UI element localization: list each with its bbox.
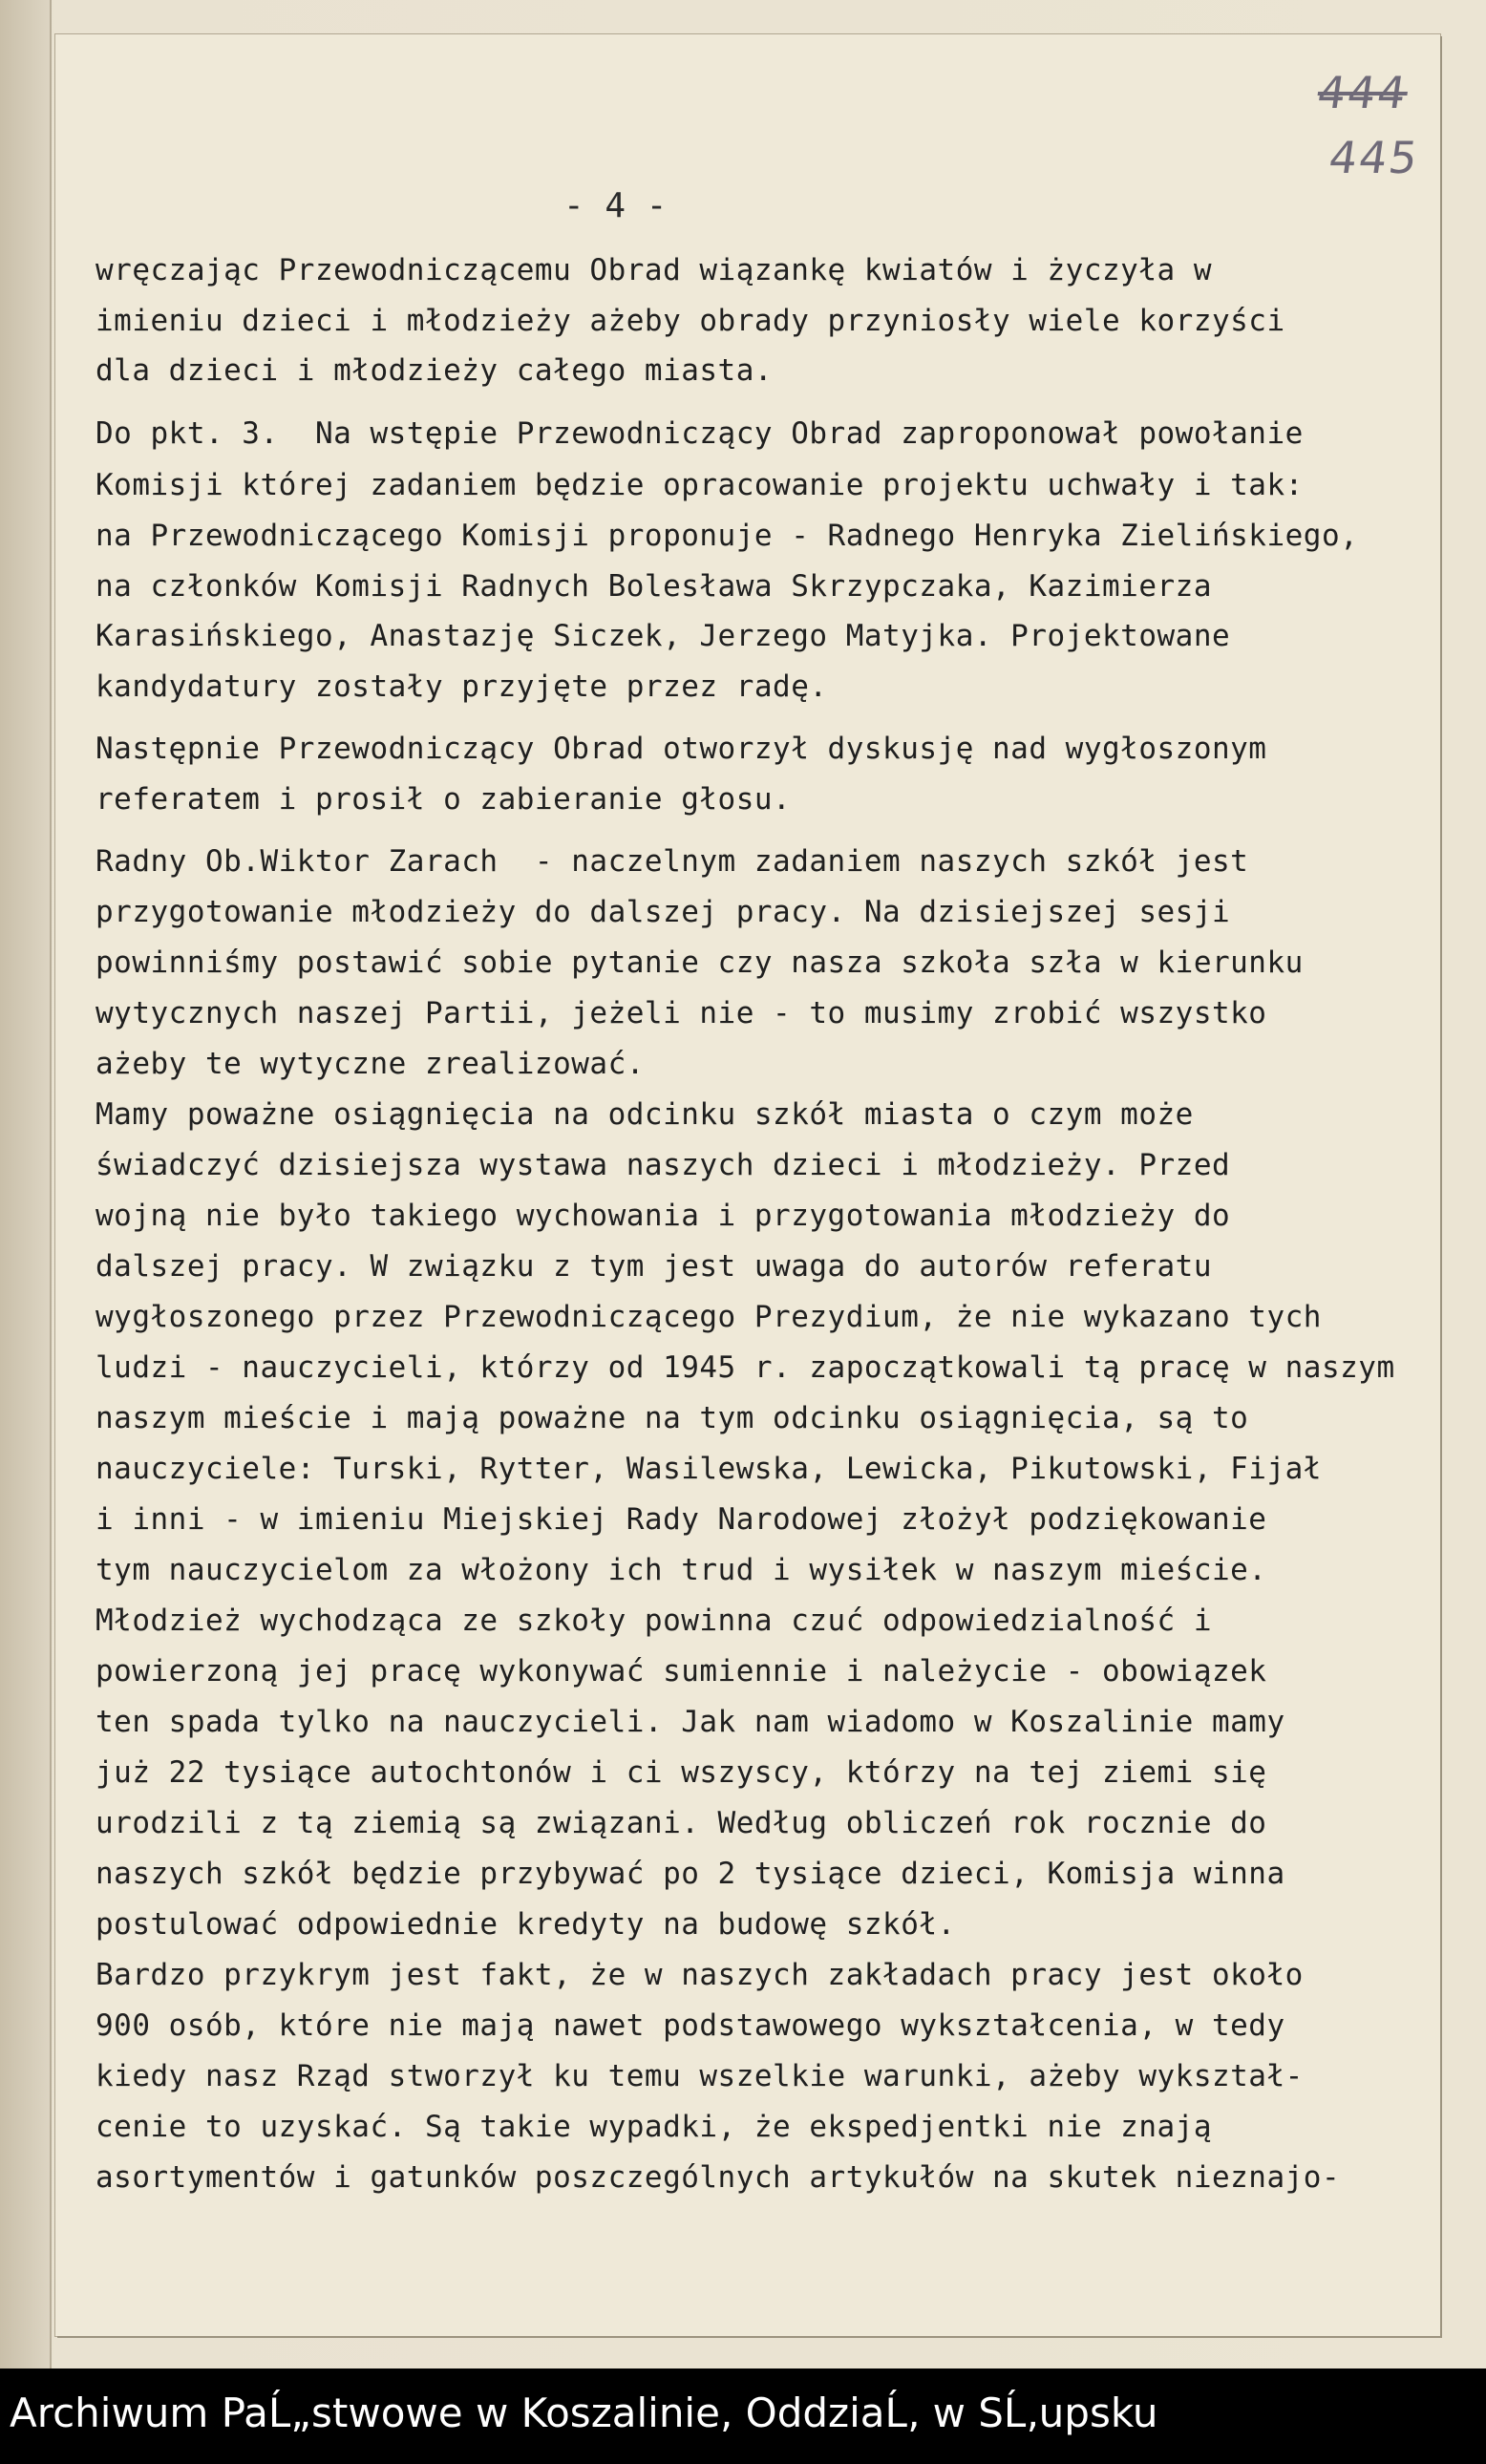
- text-line: ten spada tylko na nauczycieli. Jak nam wiadomo w Koszalinie mamy: [96, 1705, 1285, 1739]
- text-line: postulować odpowiednie kredyty na budowę szkół.: [96, 1907, 956, 1942]
- archive-footer-text: Archiwum PaĹ„stwowe w Koszalinie, OddziaĹ‚ w SĹ‚upsku: [10, 2390, 1158, 2436]
- text-line: imieniu dzieci i młodzieży ażeby obrady przyniosły wiele korzyści: [96, 304, 1285, 338]
- text-line: Bardzo przykrym jest fakt, że w naszych zakładach pracy jest około: [96, 1958, 1304, 1992]
- text-line: dalszej pracy. W związku z tym jest uwaga do autorów referatu: [96, 1249, 1212, 1284]
- text-line: urodzili z tą ziemią są związani. Według obliczeń rok rocznie do: [96, 1806, 1267, 1840]
- text-line: Młodzież wychodząca ze szkoły powinna czuć odpowiedzialność i: [96, 1604, 1212, 1638]
- text-line: asortymentów i gatunków poszczególnych artykułów na skutek nieznajo-: [96, 2160, 1341, 2195]
- text-line: kandydatury zostały przyjęte przez radę.: [96, 669, 828, 704]
- text-line: Następnie Przewodniczący Obrad otworzył dyskusję nad wygłoszonym: [96, 732, 1267, 766]
- text-line: wytycznych naszej Partii, jeżeli nie - to musimy zrobić wszystko: [96, 996, 1267, 1030]
- text-line: ażeby te wytyczne zrealizować.: [96, 1047, 645, 1081]
- text-line: powinniśmy postawić sobie pytanie czy nasza szkoła szła w kierunku: [96, 945, 1304, 980]
- text-line: i inni - w imieniu Miejskiej Rady Narodowej złożył podziękowanie: [96, 1502, 1267, 1537]
- text-line: naszych szkół będzie przybywać po 2 tysiące dzieci, Komisja winna: [96, 1857, 1285, 1891]
- folio-number: 445: [1326, 132, 1423, 183]
- text-line: na Przewodniczącego Komisji proponuje - Radnego Henryka Zielińskiego,: [96, 519, 1359, 553]
- text-line: tym nauczycielom za włożony ich trud i wysiłek w naszym mieście.: [96, 1553, 1267, 1587]
- text-line: wojną nie było takiego wychowania i przygotowania młodzieży do: [96, 1199, 1231, 1233]
- text-line: już 22 tysiące autochtonów i ci wszyscy, którzy na tej ziemi się: [96, 1755, 1267, 1790]
- text-line: Mamy poważne osiągnięcia na odcinku szkół miasta o czym może: [96, 1097, 1194, 1132]
- text-line: dla dzieci i młodzieży całego miasta.: [96, 353, 774, 388]
- text-line: Do pkt. 3. Na wstępie Przewodniczący Obrad zaproponował powołanie: [96, 416, 1304, 451]
- folio-number-crossed: 444: [1314, 67, 1412, 118]
- text-line: ludzi - nauczycieli, którzy od 1945 r. zapoczątkowali tą pracę w naszym: [96, 1350, 1395, 1385]
- text-line: Radny Ob.Wiktor Zarach - naczelnym zadaniem naszych szkół jest: [96, 844, 1249, 879]
- text-line: wręczając Przewodniczącemu Obrad wiązankę kwiatów i życzyła w: [96, 253, 1212, 287]
- text-line: nauczyciele: Turski, Rytter, Wasilewska, Lewicka, Pikutowski, Fijał: [96, 1452, 1322, 1486]
- text-line: przygotowanie młodzieży do dalszej pracy. Na dzisiejszej sesji: [96, 895, 1231, 929]
- archive-footer-bar: [0, 2368, 1486, 2464]
- text-line: Karasińskiego, Anastazję Siczek, Jerzego Matyjka. Projektowane: [96, 619, 1231, 653]
- page-number: - 4 -: [563, 186, 668, 225]
- text-line: referatem i prosił o zabieranie głosu.: [96, 782, 792, 817]
- binding-edge: [0, 0, 52, 2368]
- text-line: wygłoszonego przez Przewodniczącego Prezydium, że nie wykazano tych: [96, 1300, 1322, 1334]
- text-line: świadczyć dzisiejsza wystawa naszych dzieci i młodzieży. Przed: [96, 1148, 1231, 1182]
- text-line: kiedy nasz Rząd stworzył ku temu wszelkie warunki, ażeby wykształ-: [96, 2059, 1304, 2093]
- text-line: naszym mieście i mają poważne na tym odcinku osiągnięcia, są to: [96, 1401, 1249, 1435]
- text-line: 900 osób, które nie mają nawet podstawowego wykształcenia, w tedy: [96, 2008, 1285, 2043]
- text-line: Komisji której zadaniem będzie opracowanie projektu uchwały i tak:: [96, 468, 1304, 502]
- text-line: powierzoną jej pracę wykonywać sumiennie i należycie - obowiązek: [96, 1654, 1267, 1689]
- text-line: na członków Komisji Radnych Bolesława Skrzypczaka, Kazimierza: [96, 569, 1212, 604]
- text-line: cenie to uzyskać. Są takie wypadki, że ekspedjentki nie znają: [96, 2110, 1212, 2144]
